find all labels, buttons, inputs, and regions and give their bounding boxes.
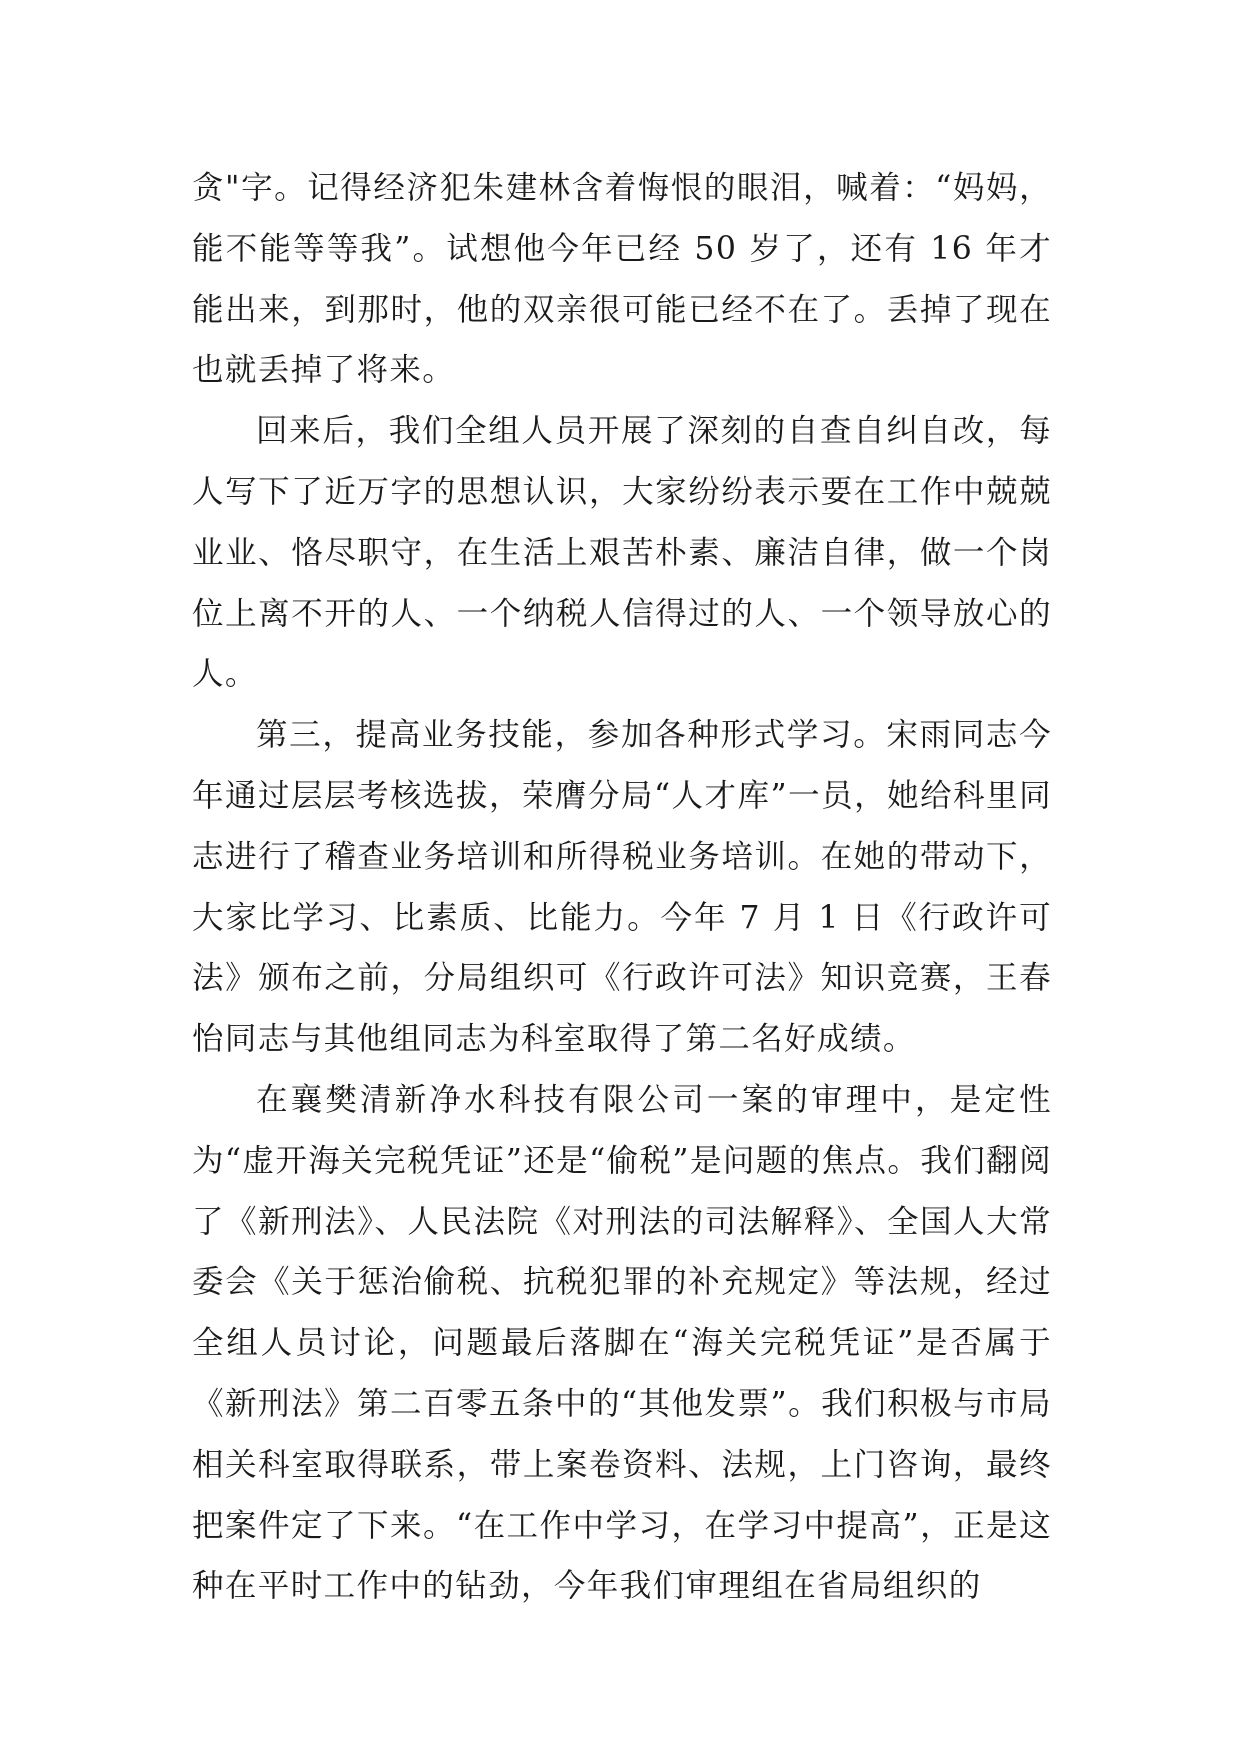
paragraph-case-review: 在襄樊清新净水科技有限公司一案的审理中，是定性为“虚开海关完税凭证”还是“偷税”是问题的焦点。我们翻阅了《新刑法》、人民法院《对刑法的司法解释》、全国人大常委会《关于惩治偷税、抗税犯罪的补充规定》等法规，经过全组人员讨论，问题最后落脚在“海关完税凭证”是否属于《新刑法》第二百零五条中的“其他发票”。我们积极与市局相关科室取得联系，带上案卷资料、法规，上门咨询，最终把案件定了下来。“在工作中学习，在学习中提高”，正是这种在平时工作中的钻劲，今年我们审理组在省局组织的 xyxy=(192,1081,1052,1605)
paragraph-self-review: 回来后，我们全组人员开展了深刻的自查自纠自改，每人写下了近万字的思想认识，大家纷纷表示要在工作中兢兢业业、恪尽职守，在生活上艰苦朴素、廉洁自律，做一个岗位上离不开的人、一个纳税人信得过的人、一个领导放心的人。 xyxy=(192,413,1052,693)
paragraph-skills-study: 第三，提高业务技能，参加各种形式学习。宋雨同志今年通过层层考核选拔，荣膺分局“人才库”一员，她给科里同志进行了稽查业务培训和所得税业务培训。在她的带动下，大家比学习、比素质、比能力。今年 7 月 1 日《行政许可法》颁布之前，分局组织可《行政许可法》知识竞赛，王春怡同志与其他组同志为科室取得了第二名好成绩。 xyxy=(192,717,1052,1058)
document-body xyxy=(192,158,1052,1617)
paragraph-continuation: 贪"字。记得经济犯朱建林含着悔恨的眼泪，喊着：“妈妈，能不能等等我”。试想他今年已经 50 岁了，还有 16 年才能出来，到那时，他的双亲很可能已经不在了。丢掉了现在也就丢掉了将来。 xyxy=(192,170,1052,389)
